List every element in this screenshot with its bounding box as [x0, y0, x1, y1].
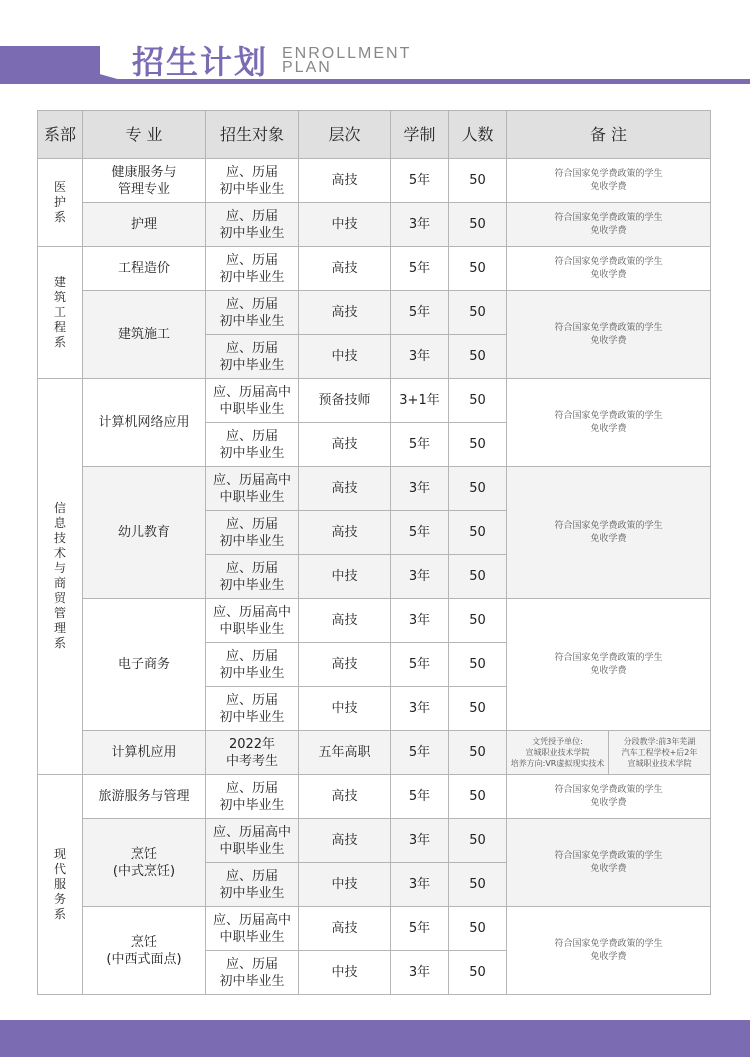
table-row: [38, 907, 711, 951]
major-cell: 工程造价: [83, 247, 206, 291]
count-cell: 50: [449, 687, 507, 731]
table-row: [38, 291, 711, 335]
major-cell: 健康服务与 管理专业: [83, 159, 206, 203]
target-cell: 应、历届 初中毕业生: [206, 951, 299, 995]
level-cell: 中技: [299, 203, 391, 247]
dept-cell: 现 代 服 务 系: [38, 775, 83, 995]
table-row: [38, 379, 711, 423]
duration-cell: 5年: [391, 643, 449, 687]
note-cell: 符合国家免学费政策的学生 免收学费: [507, 291, 711, 379]
footer-bar: [0, 1020, 750, 1057]
column-header: 系部: [38, 111, 83, 159]
major-cell: 烹饪 (中西式面点): [83, 907, 206, 995]
duration-cell: 3年: [391, 467, 449, 511]
header-rule: [0, 79, 750, 84]
count-cell: 50: [449, 907, 507, 951]
level-cell: 高技: [299, 907, 391, 951]
count-cell: 50: [449, 863, 507, 907]
duration-cell: 5年: [391, 731, 449, 775]
table-row: [38, 599, 711, 643]
duration-cell: 5年: [391, 511, 449, 555]
column-header: 层次: [299, 111, 391, 159]
column-header: 专 业: [83, 111, 206, 159]
target-cell: 应、历届高中 中职毕业生: [206, 599, 299, 643]
column-header: 学制: [391, 111, 449, 159]
level-cell: 中技: [299, 863, 391, 907]
duration-cell: 5年: [391, 247, 449, 291]
note-cell: 符合国家免学费政策的学生 免收学费: [507, 379, 711, 467]
page-title: 招生计划: [132, 43, 269, 81]
count-cell: 50: [449, 775, 507, 819]
enrollment-table: [37, 110, 711, 995]
note-cell: 符合国家免学费政策的学生 免收学费: [507, 819, 711, 907]
level-cell: 高技: [299, 291, 391, 335]
count-cell: 50: [449, 951, 507, 995]
count-cell: 50: [449, 819, 507, 863]
subtitle-line-1: ENROLLMENT: [282, 45, 412, 62]
count-cell: 50: [449, 467, 507, 511]
page-subtitle: [282, 47, 411, 75]
table-row: [38, 467, 711, 511]
major-cell: 计算机网络应用: [83, 379, 206, 467]
count-cell: 50: [449, 203, 507, 247]
target-cell: 应、历届 初中毕业生: [206, 159, 299, 203]
target-cell: 应、历届 初中毕业生: [206, 335, 299, 379]
level-cell: 高技: [299, 511, 391, 555]
note-cell: 符合国家免学费政策的学生 免收学费: [507, 467, 711, 599]
count-cell: 50: [449, 159, 507, 203]
duration-cell: 5年: [391, 775, 449, 819]
note-cell: 符合国家免学费政策的学生 免收学费: [507, 907, 711, 995]
duration-cell: 3年: [391, 599, 449, 643]
note-cell: 符合国家免学费政策的学生 免收学费: [507, 599, 711, 731]
target-cell: 应、历届高中 中职毕业生: [206, 819, 299, 863]
target-cell: 应、历届 初中毕业生: [206, 291, 299, 335]
staged-teaching-note: 分段教学:前3年芜湖 汽车工程学校+后2年 宣城职业技术学院: [621, 737, 698, 768]
count-cell: 50: [449, 731, 507, 775]
header-accent-slant: [0, 46, 128, 82]
level-cell: 高技: [299, 159, 391, 203]
level-cell: 中技: [299, 555, 391, 599]
table-row: [38, 203, 711, 247]
count-cell: 50: [449, 247, 507, 291]
level-cell: 五年高职: [299, 731, 391, 775]
table-row: [38, 775, 711, 819]
table-header-row: [38, 111, 711, 159]
target-cell: 应、历届 初中毕业生: [206, 863, 299, 907]
duration-cell: 3年: [391, 203, 449, 247]
major-cell: 幼儿教育: [83, 467, 206, 599]
target-cell: 应、历届 初中毕业生: [206, 247, 299, 291]
count-cell: 50: [449, 555, 507, 599]
note-cell: 符合国家免学费政策的学生 免收学费: [507, 775, 711, 819]
count-cell: 50: [449, 599, 507, 643]
note-cell-split: [507, 731, 711, 775]
duration-cell: 5年: [391, 423, 449, 467]
level-cell: 高技: [299, 247, 391, 291]
column-header: 人数: [449, 111, 507, 159]
target-cell: 应、历届高中 中职毕业生: [206, 467, 299, 511]
table-row: [38, 159, 711, 203]
target-cell: 应、历届 初中毕业生: [206, 511, 299, 555]
note-cell: 符合国家免学费政策的学生 免收学费: [507, 247, 711, 291]
table-row: [38, 819, 711, 863]
diploma-note: 文凭授予单位: 宣城职业技术学院 培养方向:VR虚拟现实技术: [507, 731, 609, 774]
dept-cell: 建 筑 工 程 系: [38, 247, 83, 379]
count-cell: 50: [449, 335, 507, 379]
level-cell: 高技: [299, 775, 391, 819]
level-cell: 中技: [299, 951, 391, 995]
target-cell: 应、历届高中 中职毕业生: [206, 907, 299, 951]
duration-cell: 3年: [391, 555, 449, 599]
major-cell: 护理: [83, 203, 206, 247]
target-cell: 2022年 中考考生: [206, 731, 299, 775]
duration-cell: 3年: [391, 335, 449, 379]
duration-cell: 5年: [391, 159, 449, 203]
note-cell: 符合国家免学费政策的学生 免收学费: [507, 159, 711, 203]
duration-cell: 3年: [391, 951, 449, 995]
target-cell: 应、历届 初中毕业生: [206, 555, 299, 599]
major-cell: 计算机应用: [83, 731, 206, 775]
table-row: [38, 731, 711, 775]
level-cell: 高技: [299, 599, 391, 643]
target-cell: 应、历届 初中毕业生: [206, 643, 299, 687]
major-cell: 旅游服务与管理: [83, 775, 206, 819]
major-cell: 电子商务: [83, 599, 206, 731]
level-cell: 中技: [299, 335, 391, 379]
level-cell: 高技: [299, 643, 391, 687]
dept-cell: 医 护 系: [38, 159, 83, 247]
level-cell: 高技: [299, 423, 391, 467]
level-cell: 高技: [299, 819, 391, 863]
duration-cell: 3+1年: [391, 379, 449, 423]
target-cell: 应、历届高中 中职毕业生: [206, 379, 299, 423]
duration-cell: 3年: [391, 863, 449, 907]
level-cell: 高技: [299, 467, 391, 511]
note-cell: 符合国家免学费政策的学生 免收学费: [507, 203, 711, 247]
count-cell: 50: [449, 379, 507, 423]
duration-cell: 5年: [391, 907, 449, 951]
dept-cell: 信 息 技 术 与 商 贸 管 理 系: [38, 379, 83, 775]
table-row: [38, 247, 711, 291]
column-header: 招生对象: [206, 111, 299, 159]
count-cell: 50: [449, 511, 507, 555]
target-cell: 应、历届 初中毕业生: [206, 423, 299, 467]
subtitle-line-2: PLAN: [282, 59, 332, 76]
count-cell: 50: [449, 643, 507, 687]
level-cell: 中技: [299, 687, 391, 731]
target-cell: 应、历届 初中毕业生: [206, 775, 299, 819]
duration-cell: 3年: [391, 819, 449, 863]
major-cell: 烹饪 (中式烹饪): [83, 819, 206, 907]
target-cell: 应、历届 初中毕业生: [206, 203, 299, 247]
count-cell: 50: [449, 423, 507, 467]
level-cell: 预备技师: [299, 379, 391, 423]
target-cell: 应、历届 初中毕业生: [206, 687, 299, 731]
column-header: 备 注: [507, 111, 711, 159]
count-cell: 50: [449, 291, 507, 335]
duration-cell: 3年: [391, 687, 449, 731]
duration-cell: 5年: [391, 291, 449, 335]
major-cell: 建筑施工: [83, 291, 206, 379]
